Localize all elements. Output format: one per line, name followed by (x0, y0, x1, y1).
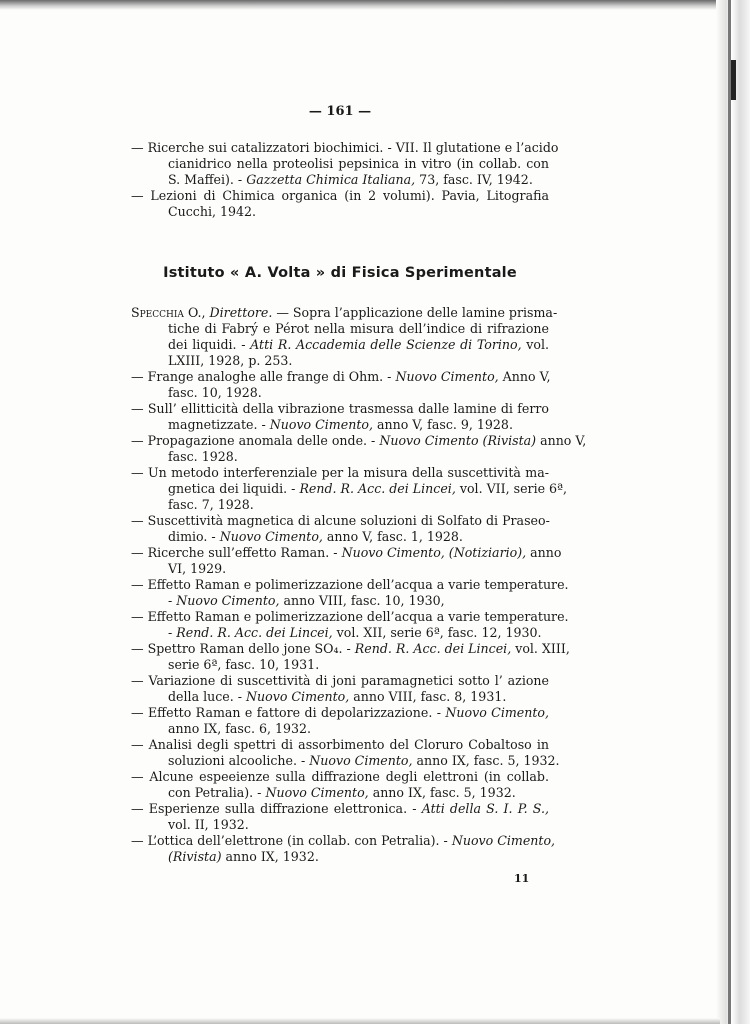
entry-line (131, 657, 549, 673)
entry-line (131, 801, 549, 817)
entry-text: anno IX, fasc. 5, 1932. (368, 785, 516, 800)
bibliography-entry (131, 609, 569, 641)
entry-line (131, 593, 549, 609)
journal-citation: Nuovo Cimento (Rivista) (379, 433, 537, 448)
entry-text: soluzioni alcooliche. - (168, 753, 310, 768)
journal-citation: Nuovo Cimento, (445, 705, 549, 720)
entry-text: vol. II, 1932. (168, 817, 249, 832)
journal-citation: Rend. R. Acc. dei Lincei, (299, 481, 456, 496)
entry-text: — Suscettività magnetica di alcune soluzioni di Solfato di Praseo- (131, 513, 550, 528)
entry-text: fasc. 10, 1928. (168, 385, 262, 400)
scan-top-edge (0, 0, 720, 10)
entry-text: — Sull’ ellitticità della vibrazione trasmessa dalle lamine di ferro (131, 401, 549, 416)
entry-text: anno VIII, fasc. 8, 1931. (349, 689, 507, 704)
journal-citation: (Rivista) (168, 849, 222, 864)
bibliography-entry (131, 641, 570, 673)
bibliography-entry (131, 545, 562, 577)
entry-text: anno V, fasc. 1, 1928. (322, 529, 463, 544)
entry-line (131, 433, 587, 449)
entry-text: anno V, (536, 433, 587, 448)
entry-line (131, 140, 559, 156)
entry-text: LXIII, 1928, p. 253. (168, 353, 293, 368)
entry-text: — Lezioni di Chimica organica (in 2 volumi). Pavia, Litografia (131, 188, 549, 203)
entry-line (131, 369, 549, 385)
entry-line (131, 577, 569, 593)
entry-line (131, 817, 549, 833)
entry-text: anno VIII, fasc. 10, 1930, (279, 593, 445, 608)
entry-text: vol. XII, serie 6ª, fasc. 12, 1930. (332, 625, 542, 640)
bibliography-entry (131, 401, 549, 433)
scan-bottom-edge (0, 1018, 720, 1024)
entry-text: O., (183, 305, 210, 320)
journal-citation: Atti della S. I. P. S., (421, 801, 549, 816)
entry-line (131, 545, 562, 561)
signature-mark: 11 (514, 872, 530, 885)
entry-text: — Variazione di suscettività di joni paramagnetici sotto l’ azione (131, 673, 549, 688)
entry-text: Anno V, (498, 369, 551, 384)
bibliography-entry (131, 769, 549, 801)
entry-line (131, 641, 570, 657)
entry-text: — Frange analoghe alle frange di Ohm. - (131, 369, 396, 384)
entry-line (131, 769, 549, 785)
entry-text: Cucchi, 1942. (168, 204, 257, 219)
entry-text: con Petralia). - (168, 785, 266, 800)
entry-text: Specchia (131, 305, 184, 320)
entry-text: anno IX, fasc. 5, 1932. (412, 753, 560, 768)
entry-text: — Spettro Raman dello jone SO₄. - (131, 641, 355, 656)
entry-text: cianidrico nella proteolisi pepsinica in vitro (in collab. con (168, 156, 549, 171)
entry-line (131, 417, 549, 433)
entry-text: fasc. 7, 1928. (168, 497, 254, 512)
page-number: — 161 — (308, 104, 372, 119)
entry-line (131, 753, 560, 769)
journal-citation: Gazzetta Chimica Italiana, (246, 172, 416, 187)
bibliography-entry (131, 513, 549, 545)
journal-citation: Nuovo Cimento, (219, 529, 323, 544)
entry-text: — Ricerche sull’effetto Raman. - (131, 545, 342, 560)
bibliography-entry (131, 140, 559, 188)
publication-list (131, 305, 587, 865)
entry-text: anno IX, fasc. 6, 1932. (168, 721, 312, 736)
entry-line (131, 481, 568, 497)
entry-line (131, 513, 549, 529)
entry-line (131, 305, 558, 321)
entry-line (131, 833, 556, 849)
journal-citation: Nuovo Cimento, (395, 369, 499, 384)
entry-text: 73, fasc. IV, 1942. (415, 172, 533, 187)
entry-text: anno IX, 1932. (221, 849, 319, 864)
bibliography-entry (131, 433, 587, 465)
entry-text: — Effetto Raman e polimerizzazione dell’acqua a varie temperature. (131, 577, 569, 592)
journal-citation: Nuovo Cimento, (451, 833, 556, 848)
entry-text: S. Maffei). - (168, 172, 247, 187)
entry-text: — Analisi degli spettri di assorbimento del Cloruro Cobaltoso in (131, 737, 549, 752)
entry-line (131, 561, 549, 577)
entry-text: - (168, 625, 177, 640)
entry-text: dimio. - (168, 529, 220, 544)
entry-text: fasc. 1928. (168, 449, 238, 464)
scan-binding-edge (716, 0, 750, 1024)
bibliography-entry (131, 737, 560, 769)
entry-text: vol. (521, 337, 550, 352)
bibliography-entry (131, 577, 569, 609)
entry-text: anno V, fasc. 9, 1928. (372, 417, 513, 432)
entry-line (131, 449, 549, 465)
entry-line (131, 625, 549, 641)
entry-text: — Propagazione anomala delle onde. - (131, 433, 380, 448)
entry-line (131, 721, 549, 737)
entry-line (131, 385, 549, 401)
entry-text: magnetizzate. - (168, 417, 270, 432)
entry-text: — Effetto Raman e polimerizzazione dell’acqua a varie temperature. (131, 609, 569, 624)
entry-line (131, 849, 549, 865)
bibliography-entry (131, 801, 549, 833)
entry-line (131, 785, 549, 801)
entry-line (131, 401, 549, 417)
entry-text: dei liquidi. - (168, 337, 251, 352)
entry-line (131, 337, 549, 353)
entry-line (131, 321, 549, 337)
journal-citation: Nuovo Cimento, (246, 689, 350, 704)
entry-text: — Ricerche sui catalizzatori biochimici. - VII. Il glutatione e l’acido (131, 140, 559, 155)
previous-section-entries (131, 140, 559, 220)
entry-text: — L’ottica dell’elettrone (in collab. con Petralia). - (131, 833, 452, 848)
entry-text: della luce. - (168, 689, 246, 704)
entry-line (131, 705, 549, 721)
entry-text: VI, 1929. (168, 561, 227, 576)
bibliography-entry (131, 705, 549, 737)
journal-citation: Nuovo Cimento, (265, 785, 369, 800)
journal-citation: Nuovo Cimento, (269, 417, 373, 432)
entry-line (131, 172, 549, 188)
entry-text: anno (526, 545, 562, 560)
entry-line (131, 737, 549, 753)
entry-line (131, 529, 549, 545)
entry-text: vol. VII, serie 6ª, (455, 481, 568, 496)
bibliography-entry (131, 188, 549, 220)
bibliography-entry (131, 305, 558, 369)
entry-line (131, 609, 569, 625)
journal-citation: Nuovo Cimento, (Notiziario), (341, 545, 527, 560)
entry-text: — Un metodo interferenziale per la misura della suscettività ma- (131, 465, 549, 480)
section-heading: Istituto « A. Volta » di Fisica Sperimentale (163, 265, 517, 281)
entry-text: - (168, 593, 177, 608)
journal-citation: Rend. R. Acc. dei Lincei, (354, 641, 512, 656)
bibliography-entry (131, 369, 549, 401)
entry-line (131, 188, 549, 204)
journal-citation: Atti R. Accademia delle Scienze di Torino, (250, 337, 522, 352)
entry-line (131, 673, 549, 689)
entry-text: — Esperienze sulla diffrazione elettronica. - (131, 801, 422, 816)
entry-text: — Sopra l’applicazione delle lamine prisma- (272, 305, 558, 320)
entry-text: — Effetto Raman e fattore di depolarizzazione. - (131, 705, 446, 720)
entry-line (131, 689, 549, 705)
entry-line (131, 497, 549, 513)
entry-line (131, 465, 549, 481)
entry-line (131, 353, 549, 369)
journal-citation: Direttore. (209, 305, 273, 320)
journal-citation: Nuovo Cimento, (309, 753, 413, 768)
journal-citation: Rend. R. Acc. dei Lincei, (176, 625, 333, 640)
entry-line (131, 204, 549, 220)
bibliography-entry (131, 833, 556, 865)
entry-text: — Alcune espeeienze sulla diffrazione degli elettroni (in collab. (131, 769, 549, 784)
bibliography-entry (131, 673, 549, 705)
entry-text: gnetica dei liquidi. - (168, 481, 300, 496)
bibliography-entry (131, 465, 568, 513)
entry-text: vol. XIII, (511, 641, 570, 656)
entry-text: tiche di Fabrý e Pérot nella misura dell’indice di rifrazione (168, 321, 549, 336)
entry-text: serie 6ª, fasc. 10, 1931. (168, 657, 320, 672)
journal-citation: Nuovo Cimento, (176, 593, 280, 608)
entry-line (131, 156, 549, 172)
